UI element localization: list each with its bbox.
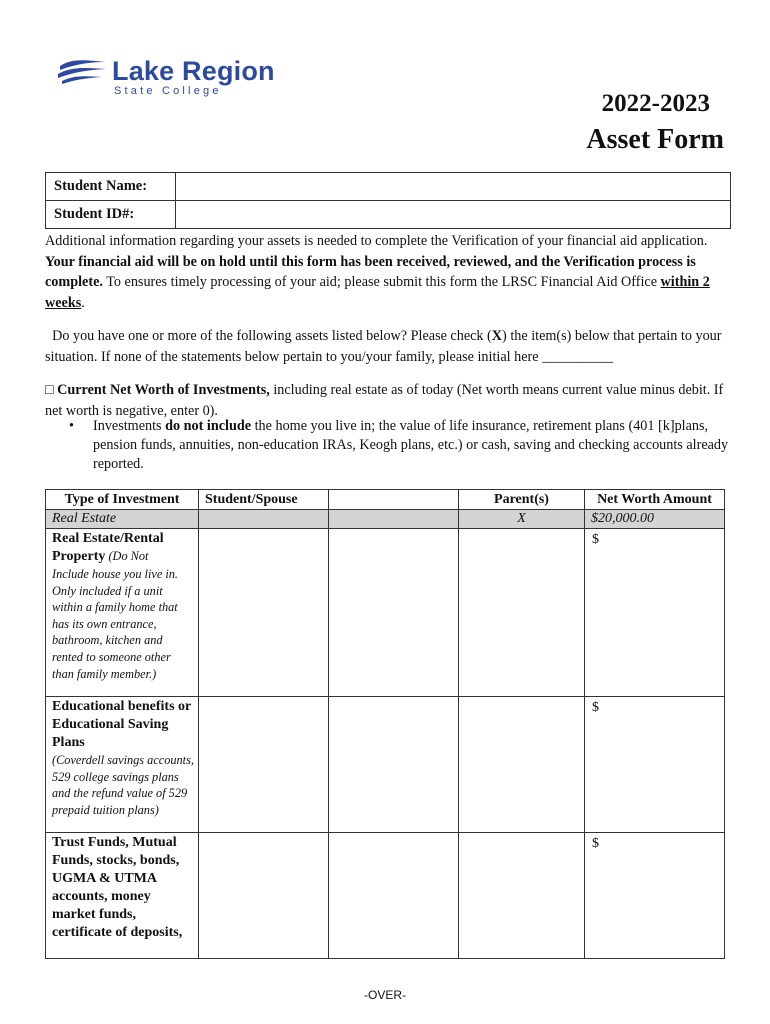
student-id-field[interactable] [176,201,731,229]
net-worth-checkbox[interactable]: □ [45,382,54,398]
net-worth-text: including real estate as of today (Net worth means current value minus debit. If net worth is negative, enter 0). [45,382,724,419]
bullet-text: Investments [93,418,166,434]
table-row [46,697,725,833]
parent-cell[interactable] [459,833,585,959]
form-title: Asset Form [586,124,724,155]
student-id-row [46,201,731,229]
table-header-row [46,490,725,510]
form-year: 2022-2023 [601,90,710,117]
parent-cell[interactable] [459,697,585,833]
amount-cell[interactable]: $ [585,697,725,833]
parent-cell[interactable] [459,529,585,697]
net-worth-heading: Current Net Worth of Investments, [57,382,270,398]
col-type: Type of Investment [46,490,199,510]
student-name-label: Student Name: [46,173,176,201]
amount-cell[interactable]: $ [585,833,725,959]
bullet-icon: • [69,418,74,434]
investment-type [46,833,199,959]
intro-text-2: To ensures timely processing of your aid; please submit this form the LRSC Financial Aid Office [102,274,661,290]
logo-name: Lake Region [112,56,275,86]
investment-title: Educational benefits or Educational Saving Plans [52,699,191,750]
example-amount: $20,000.00 [585,510,725,529]
example-blank [329,510,459,529]
investment-title: Real Estate/Rental Property [52,531,164,564]
net-worth-section [45,380,735,421]
page-footer: -OVER- [364,988,406,1002]
investment-note-inline: (Do Not [105,549,149,563]
question-x: X [491,328,503,344]
student-cell[interactable] [199,697,329,833]
col-student: Student/Spouse [199,490,329,510]
amount-cell[interactable]: $ [585,529,725,697]
example-type: Real Estate [46,510,199,529]
student-cell[interactable] [199,529,329,697]
question-paragraph [45,326,735,367]
blank-cell[interactable] [329,529,459,697]
investment-type [46,529,199,697]
student-name-row [46,173,731,201]
student-cell[interactable] [199,833,329,959]
student-name-field[interactable] [176,173,731,201]
intro-end: . [81,294,85,311]
col-parent: Parent(s) [459,490,585,510]
example-student [199,510,329,529]
student-id-label: Student ID#: [46,201,176,229]
table-row [46,529,725,697]
intro-paragraph [45,231,735,313]
example-row [46,510,725,529]
question-text-2: ) the item(s) below that pertain to your situation. If none of the statements below pertain to you/your family, please initial here __________ [45,328,722,365]
deadline-text: within 2 weeks [45,274,710,311]
investment-title: Trust Funds, Mutual Funds, stocks, bonds, UGMA & UTMA accounts, money market funds, certificate of deposits, [52,835,183,940]
logo-subtitle: State College [114,85,222,97]
college-logo [56,56,275,97]
blank-cell[interactable] [329,833,459,959]
student-info-table [45,172,731,229]
investment-note: (Coverdell savings accounts, 529 college savings plans and the refund value of 529 prepaid tuition plans) [52,753,194,817]
intro-text: Additional information regarding your assets is needed to complete the Verification of your financial aid application. [45,233,708,249]
example-parent: X [459,510,585,529]
wave-icon [56,56,108,90]
blank-cell[interactable] [329,697,459,833]
intro-hold-notice: Your financial aid will be on hold until this form has been received, reviewed, and the Verification process is complete. [45,253,696,290]
investment-note: Include house you live in. Only included if a unit within a family home that has its own entrance, bathroom, kitchen and rented to someone other than family member.) [52,567,179,681]
col-blank [329,490,459,510]
asset-table [45,489,725,959]
bullet-bold: do not include [165,418,252,434]
question-text: Do you have one or more of the following assets listed below? Please check ( [52,328,492,344]
investment-type [46,697,199,833]
table-row [46,833,725,959]
col-amount: Net Worth Amount [585,490,725,510]
investments-bullet [69,417,733,474]
bullet-text-2: the home you live in; the value of life insurance, retirement plans (401 [k]plans, pension funds, annuities, non-education IRAs, Keogh plans, etc.) or cash, saving and checking accounts already reported. [93,418,729,472]
